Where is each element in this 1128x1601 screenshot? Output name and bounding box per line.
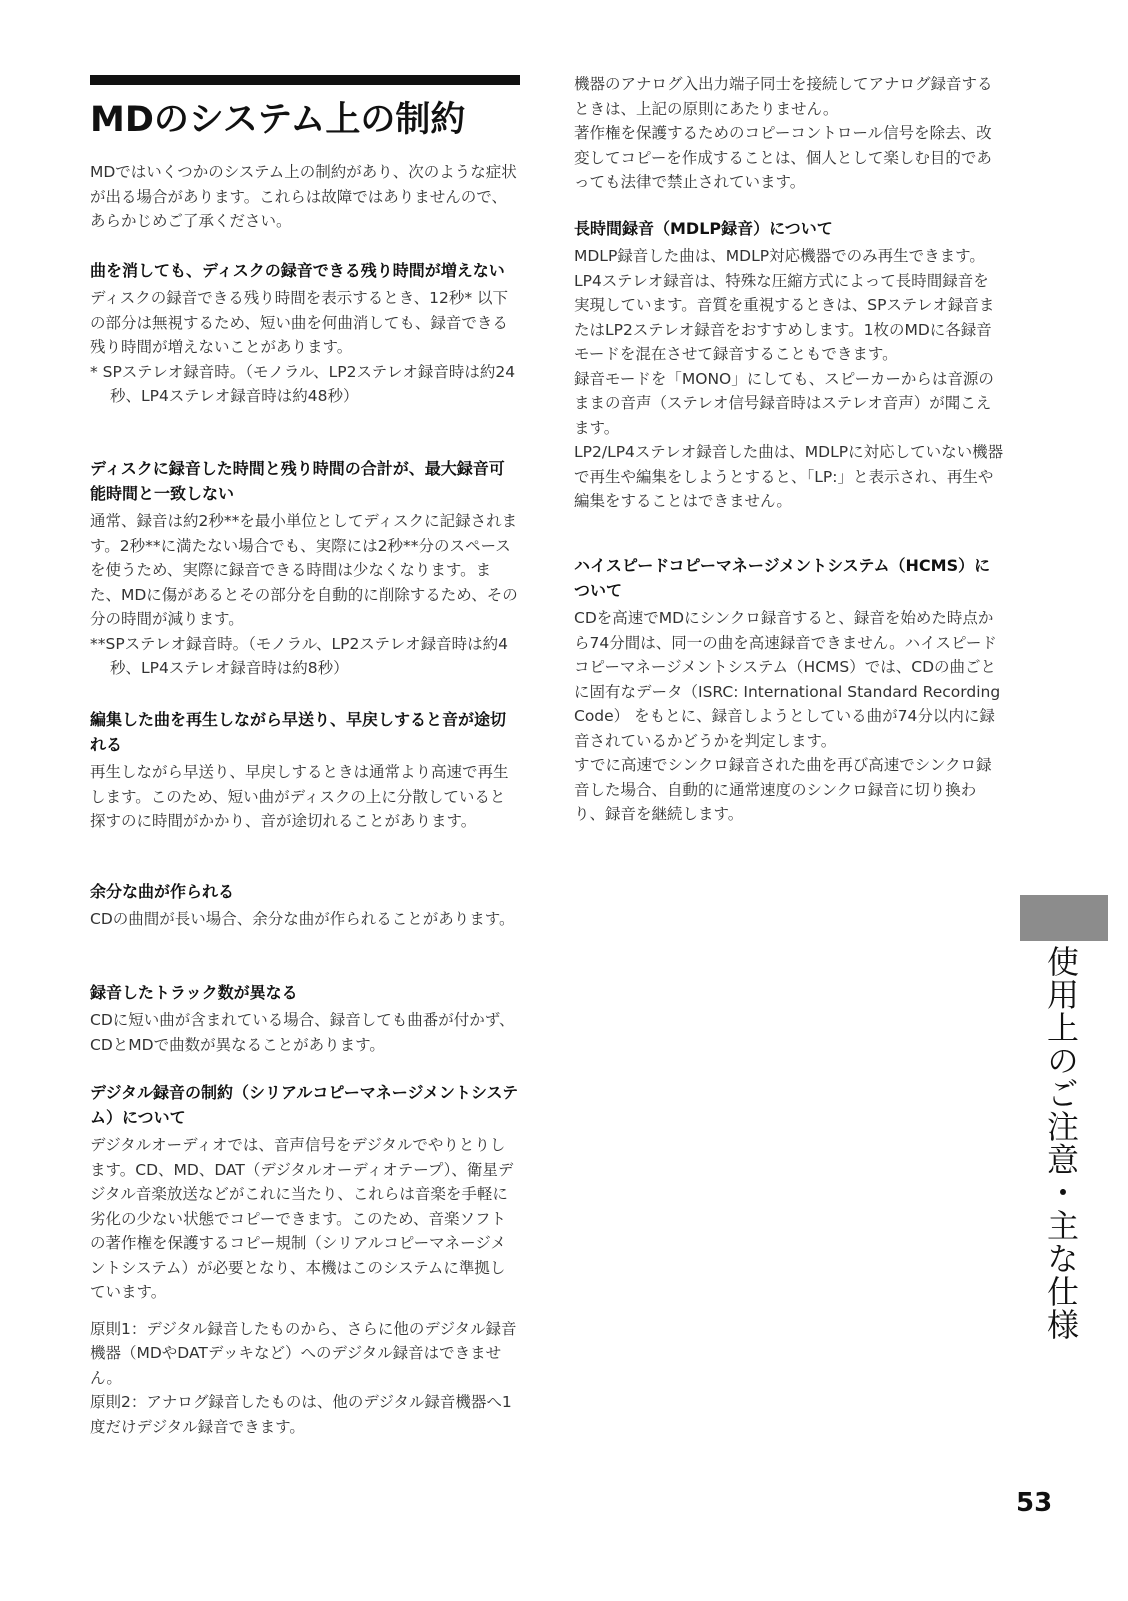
section-heading: デジタル録音の制約（シリアルコピーマネージメントシステム）について [90,1083,519,1127]
section-body: 通常、録音は約2秒**を最小単位としてディスクに記録されます。2秒**に満たない場合でも、実際には2秒**分のスペースを使うため、実際に録音できる時間は少なくなります。また、MDに傷があるとその部分を自動的に削除するため、その分の時間が減ります。 [90,512,518,628]
rule-2: 原則2：アナログ録音したものは、他のデジタル録音機器へ1度だけデジタル録音できます。 [90,1393,512,1436]
side-tab-marker [1020,895,1108,941]
title-rule [90,75,520,85]
intro [90,160,520,234]
section-heading: 編集した曲を再生しながら早送り、早戻しすると音が途切れる [90,710,507,754]
section-heading: 余分な曲が作られる [90,882,235,901]
section-total-time [90,456,520,681]
footnote: * SPステレオ録音時。（モノラル、LP2ステレオ録音時は約24秒、LP4ステレオ録音時は約48秒） [90,362,516,405]
section-scms [90,1080,520,1439]
section-heading: 長時間録音（MDLP録音）について [574,219,833,238]
section-body: MDLP録音した曲は、MDLP対応機器でのみ再生できます。LP4ステレオ録音は、特殊な圧縮方式によって長時間録音を実現しています。音質を重視するときは、SPステレオ録音またはLP2ステレオ録音をおすすめします。1枚のMDに各録音モードを混在させて録音することもできます。 [574,247,995,363]
intro-text: MDではいくつかのシステム上の制約があり、次のような症状が出る場合があります。これらは故障ではありませんので、あらかじめご了承ください。 [90,163,517,230]
scms-continued [574,72,1004,195]
section-body: デジタルオーディオでは、音声信号をデジタルでやりとりします。CD、MD、DAT（デジタルオーディオテープ）、衛星デジタル音楽放送などがこれに当たり、これらは音楽を手軽に劣化の少ない状態でコピーできます。このため、音楽ソフトの著作権を保護するコピー規制（シリアルコピーマネージメントシステム）が必要となり、本機はこのシステムに準拠しています。 [90,1136,514,1301]
section-body: CDを高速でMDにシンクロ録音すると、録音を始めた時点から74分間は、同一の曲を高速録音できません。ハイスピードコピーマネージメントシステム（HCMS）では、CDの曲ごとに固有なデータ（ISRC: International Standard Recording Code） をもとに、録音しようとしている曲が74分以内に録音されているかどうかを判定します。 [574,609,1001,750]
section-body: 録音モードを「MONO」にしても、スピーカーからは音源のままの音声（ステレオ信号録音時はステレオ音声）が聞こえます。 [574,369,994,437]
section-body: ディスクの録音できる残り時間を表示するとき、12秒* 以下の部分は無視するため、短い曲を何曲消しても、録音できる残り時間が増えないことがあります。 [90,289,509,356]
section-body: LP2/LP4ステレオ録音した曲は、MDLPに対応していない機器で再生や編集をしようとすると、「LP:」と表示され、再生や編集をすることはできません。 [574,443,1004,510]
section-remaining-time [90,258,520,409]
section-extra-tracks [90,879,520,932]
footnote: **SPステレオ録音時。（モノラル、LP2ステレオ録音時は約4秒、LP4ステレオ録音時は約8秒） [90,634,509,677]
page-number: 53 [1016,1488,1053,1518]
section-body: CDの曲間が長い場合、余分な曲が作られることがあります。 [90,910,515,928]
section-heading: ディスクに録音した時間と残り時間の合計が、最大録音可能時間と一致しない [90,459,505,503]
side-tab-label: 使用上のご注意・主な仕様 [1042,945,1080,1341]
rule-1: 原則1：デジタル録音したものから、さらに他のデジタル録音機器（MDやDATデッキなど）へのデジタル録音はできません。 [90,1319,517,1387]
section-body: すでに高速でシンクロ録音された曲を再び高速でシンクロ録音した場合、自動的に通常速度のシンクロ録音に切り換わり、録音を継続します。 [574,756,992,823]
section-heading: 録音したトラック数が異なる [90,983,298,1002]
section-heading: ハイスピードコピーマネージメントシステム（HCMS）について [574,556,991,600]
section-body: CDに短い曲が含まれている場合、録音しても曲番が付かず、CDとMDで曲数が異なることがあります。 [90,1011,515,1054]
copyright-text: 著作権を保護するためのコピーコントロール信号を除去、改変してコピーを作成することは、個人として楽しむ目的であっても法律で禁止されています。 [574,124,992,191]
section-body: 再生しながら早送り、早戻しするときは通常より高速で再生します。このため、短い曲がディスクの上に分散していると探すのに時間がかかり、音が途切れることがあります。 [90,763,509,830]
section-heading: 曲を消しても、ディスクの録音できる残り時間が増えない [90,261,505,280]
section-track-count [90,980,520,1057]
section-sound-cut [90,707,520,834]
section-hcms [574,553,1004,827]
section-mdlp [574,216,1004,514]
continued-text: 機器のアナログ入出力端子同士を接続してアナログ録音するときは、上記の原則にあたりません。 [574,75,993,118]
page-title: MDのシステム上の制約 [90,100,466,140]
